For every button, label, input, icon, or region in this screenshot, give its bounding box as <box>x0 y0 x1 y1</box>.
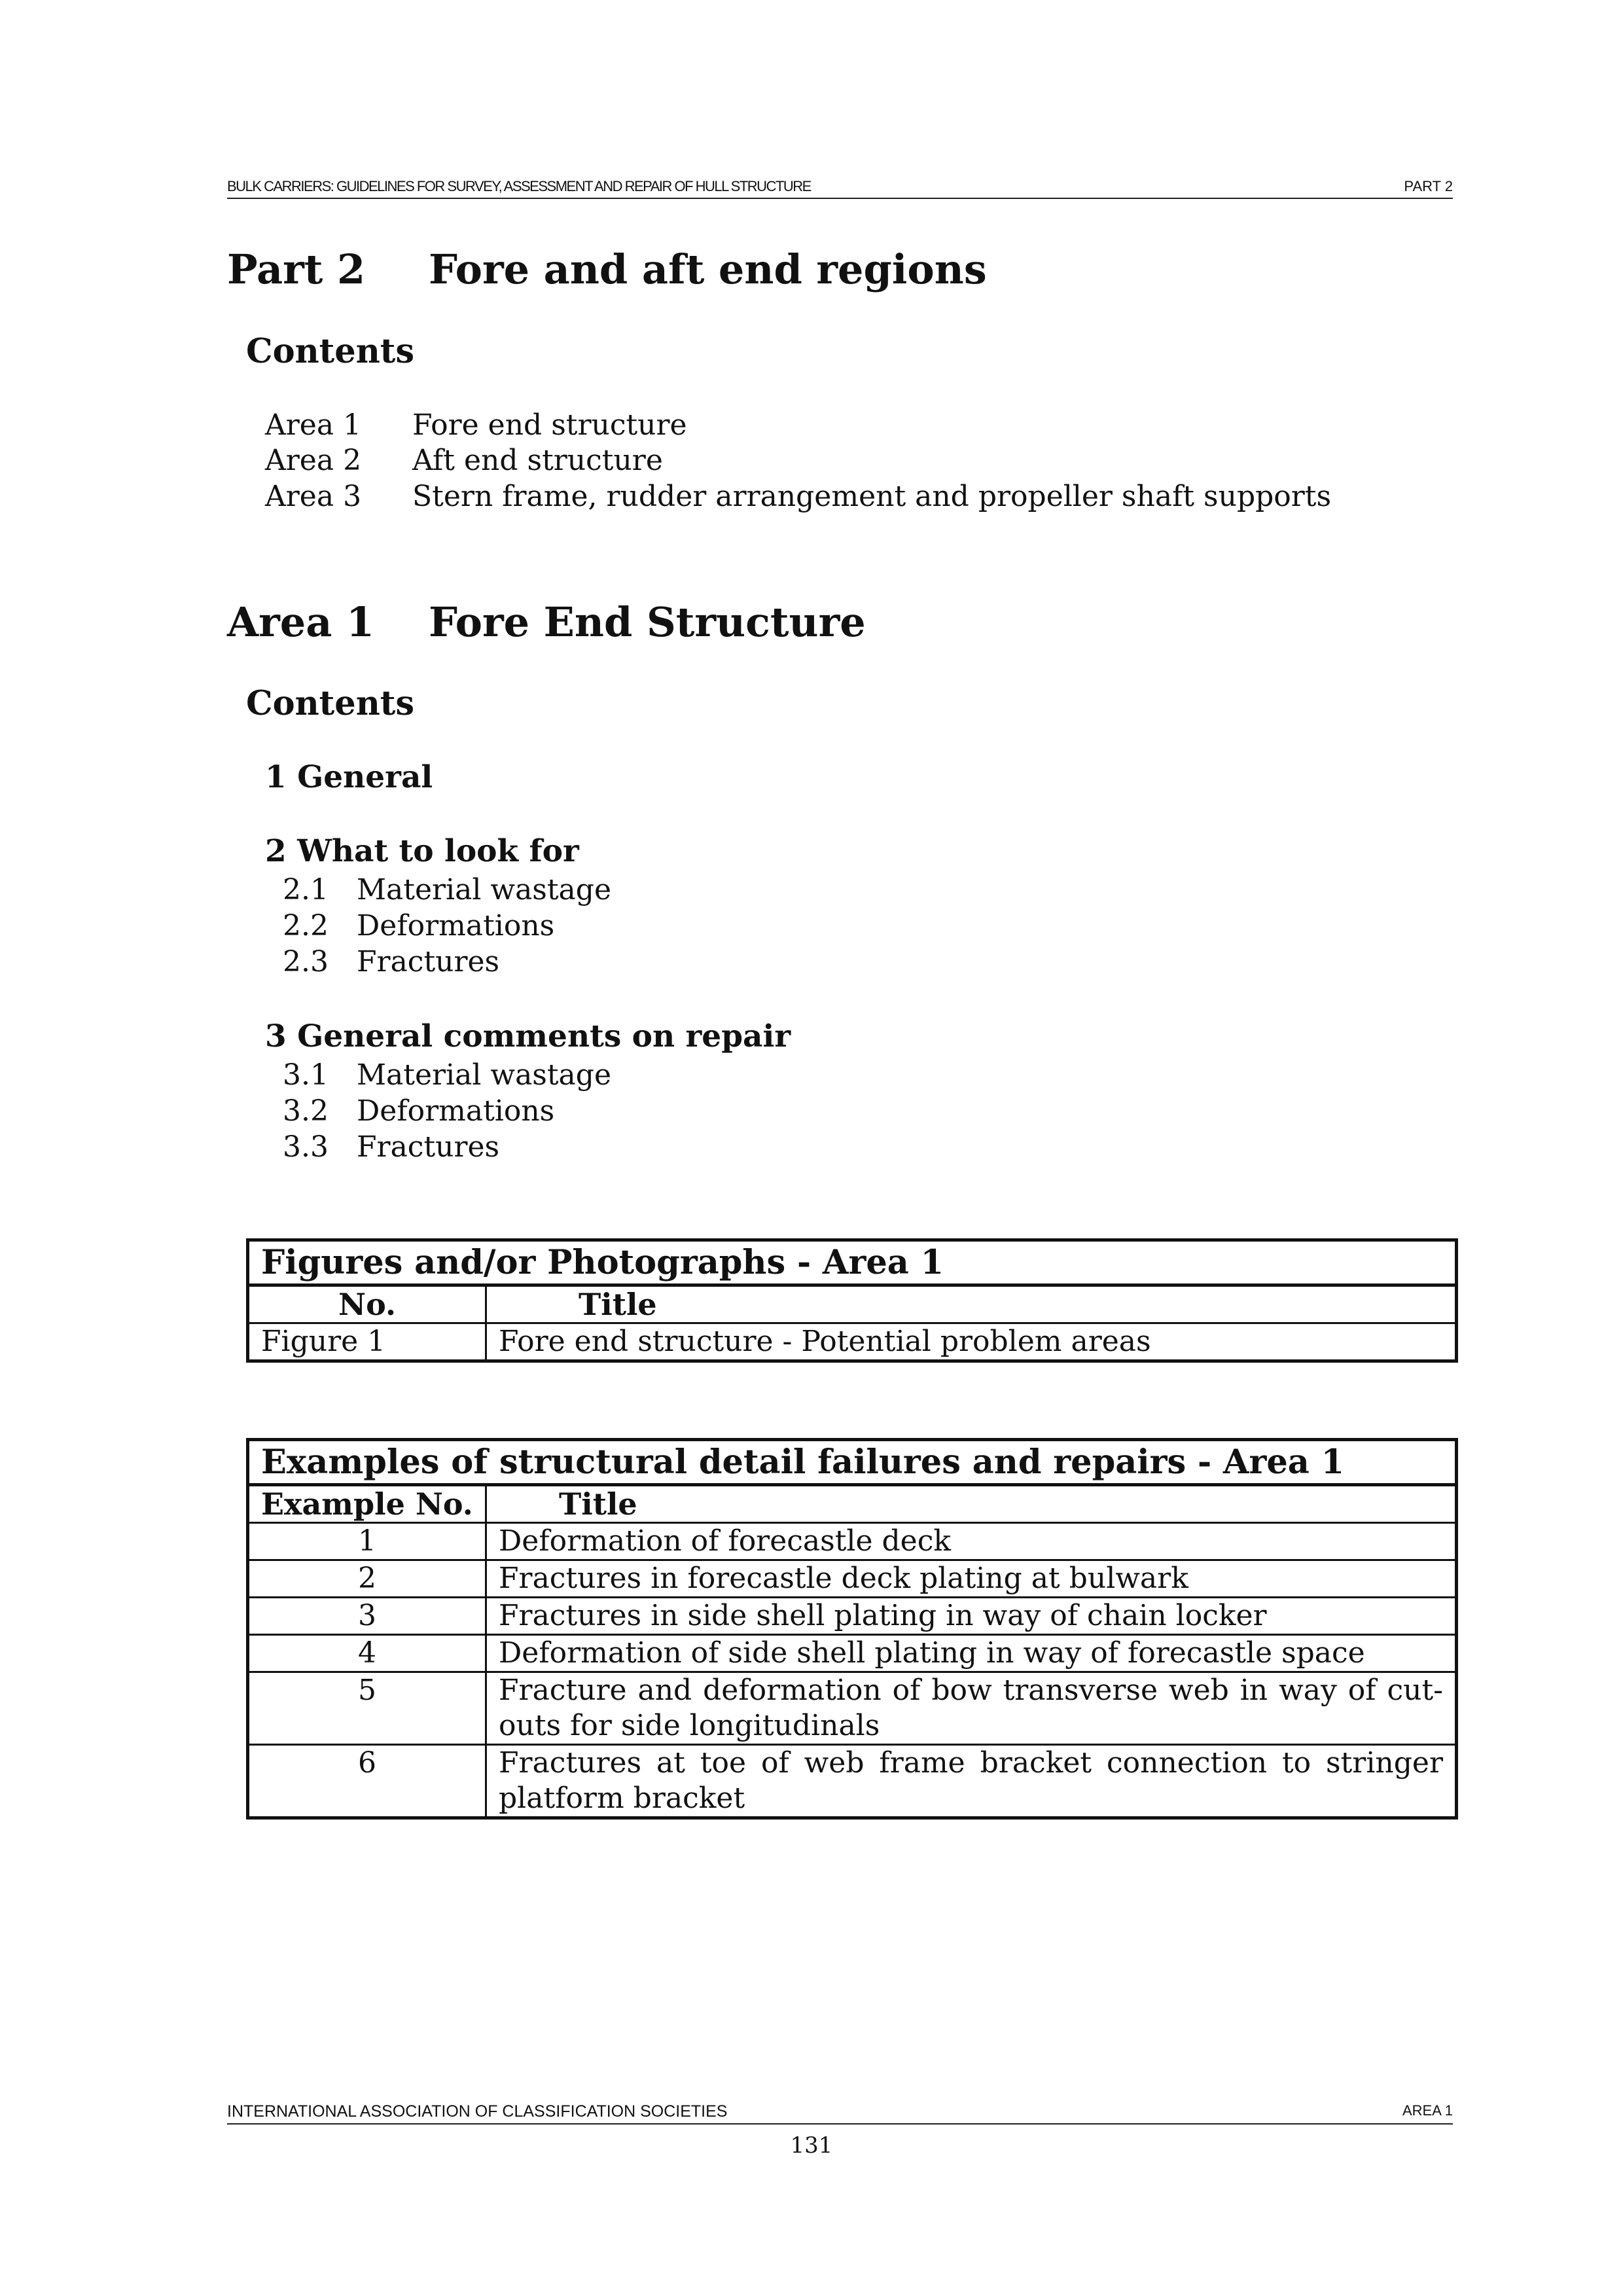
part-title: Fore and aft end regions <box>429 245 987 293</box>
figures-col-title: Title <box>486 1285 1457 1323</box>
part-item-text: Aft end structure <box>412 444 663 477</box>
table-row <box>248 1745 1457 1818</box>
part-item-text: Fore end structure <box>412 408 687 442</box>
examples-table-title: Examples of structural detail failures and repairs - Area 1 <box>248 1440 1457 1485</box>
subsection-title: Deformations <box>357 1094 555 1128</box>
example-title: Fractures at toe of web frame bracket connection to stringer platform bracket <box>486 1745 1457 1818</box>
part-item-text: Stern frame, rudder arrangement and propeller shaft supports <box>412 480 1332 513</box>
table-row <box>248 1635 1457 1672</box>
example-title: Fractures in side shell plating in way of chain locker <box>486 1598 1457 1635</box>
example-title: Deformation of forecastle deck <box>486 1523 1457 1560</box>
table-row <box>248 1323 1457 1361</box>
example-title: Fractures in forecastle deck plating at bulwark <box>486 1560 1457 1598</box>
part-item-area: Area 2 <box>265 444 362 477</box>
example-no: 5 <box>248 1672 486 1745</box>
subsection-number: 3.3 <box>283 1130 329 1164</box>
area-title: Fore End Structure <box>429 598 866 646</box>
example-title: Fracture and deformation of bow transverse web in way of cut-outs for side longitudinals <box>486 1672 1457 1745</box>
part-number: Part 2 <box>227 245 366 293</box>
running-header <box>227 178 1453 199</box>
part-item-area: Area 3 <box>265 480 362 513</box>
figure-title: Fore end structure - Potential problem areas <box>486 1323 1457 1361</box>
example-no: 3 <box>248 1598 486 1635</box>
section-heading: 3 General comments on repair <box>265 1018 791 1054</box>
header-part: PART 2 <box>1404 178 1453 194</box>
examples-table <box>246 1438 1458 1820</box>
example-no: 4 <box>248 1635 486 1672</box>
area-contents-heading: Contents <box>246 684 415 723</box>
figures-table <box>246 1238 1458 1363</box>
subsection-number: 2.1 <box>283 873 329 906</box>
subsection-number: 2.3 <box>283 945 329 978</box>
header-title: BULK CARRIERS: GUIDELINES FOR SURVEY, ASSESSMENT AND REPAIR OF HULL STRUCTURE <box>227 178 811 194</box>
subsection-number: 2.2 <box>283 909 329 942</box>
figures-table-title: Figures and/or Photographs - Area 1 <box>248 1240 1457 1285</box>
subsection-title: Material wastage <box>357 873 611 906</box>
running-footer <box>227 2102 1453 2125</box>
table-row <box>248 1672 1457 1745</box>
subsection-title: Deformations <box>357 909 555 942</box>
table-row <box>248 1560 1457 1598</box>
footer-organization: INTERNATIONAL ASSOCIATION OF CLASSIFICATION SOCIETIES <box>227 2102 728 2121</box>
part-contents-heading: Contents <box>246 332 415 371</box>
page-number: 131 <box>790 2132 833 2159</box>
example-title: Deformation of side shell plating in way of forecastle space <box>486 1635 1457 1672</box>
subsection-title: Material wastage <box>357 1058 611 1092</box>
examples-col-title: Title <box>486 1485 1457 1523</box>
section-heading: 1 General <box>265 759 433 795</box>
subsection-number: 3.2 <box>283 1094 329 1128</box>
subsection-number: 3.1 <box>283 1058 329 1092</box>
figure-no: Figure 1 <box>248 1323 486 1361</box>
figures-col-no: No. <box>248 1285 486 1323</box>
example-no: 2 <box>248 1560 486 1598</box>
part-item-area: Area 1 <box>265 408 362 442</box>
section-heading: 2 What to look for <box>265 833 579 869</box>
table-row <box>248 1598 1457 1635</box>
example-no: 6 <box>248 1745 486 1818</box>
table-row <box>248 1523 1457 1560</box>
footer-area: AREA 1 <box>1402 2102 1453 2119</box>
examples-col-no: Example No. <box>248 1485 486 1523</box>
subsection-title: Fractures <box>357 1130 500 1164</box>
subsection-title: Fractures <box>357 945 500 978</box>
example-no: 1 <box>248 1523 486 1560</box>
area-number: Area 1 <box>227 598 375 646</box>
